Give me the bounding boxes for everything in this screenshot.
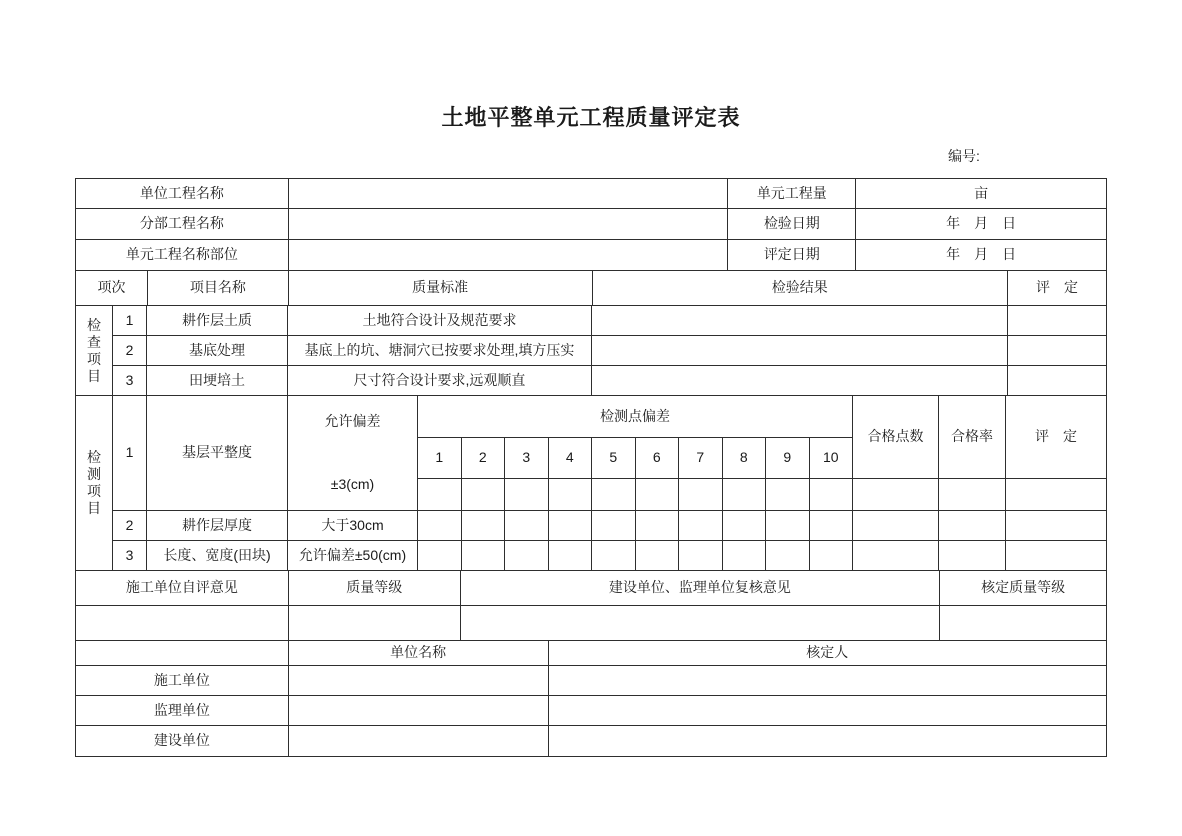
unit-part-name-label: 单元工程名称部位: [76, 240, 289, 271]
info-row-unit-project: [76, 179, 1107, 209]
evaluation-date-value: 年 月 日: [856, 240, 1107, 271]
header-inspection-result: 检验结果: [593, 271, 1009, 306]
deviation-value-cell: [679, 479, 723, 511]
measure-2-standard: 大于30cm: [288, 511, 418, 541]
division-project-name-value: [289, 209, 729, 240]
signature-header-blank: [76, 641, 289, 666]
info-row-unit-part: [76, 240, 1107, 271]
check-row-1: [113, 306, 1107, 336]
unit-project-name-value: [289, 179, 729, 209]
measure-1-allowed-deviation: [288, 396, 418, 511]
quality-grade-value: [289, 606, 461, 641]
document-number-label: 编号:: [948, 148, 980, 164]
check-items-vertical-label: 检查项目: [76, 306, 113, 396]
signature-row-owner: [76, 726, 1107, 757]
construction-unit-name: [289, 666, 549, 696]
measure-1-no: 1: [113, 396, 147, 511]
check-2-standard: 基底上的坑、塘洞穴已按要求处理,填方压实: [288, 336, 592, 366]
point-number: 3: [505, 438, 549, 479]
deviation-value-cell: [810, 479, 854, 511]
check-2-no: 2: [113, 336, 147, 366]
deviation-value-cell: [592, 511, 636, 541]
deviation-value-cell: [636, 511, 680, 541]
quality-grade-label: 质量等级: [289, 571, 461, 606]
review-opinion-label: 建设单位、监理单位复核意见: [461, 571, 941, 606]
deviation-value-cell: [679, 511, 723, 541]
info-row-division-project: [76, 209, 1107, 240]
deviation-value-cell: [766, 541, 810, 571]
point-number: 10: [810, 438, 854, 479]
self-opinion-value: [76, 606, 289, 641]
deviation-value-cell: [636, 541, 680, 571]
deviation-value-cell: [766, 479, 810, 511]
header-index: 项次: [76, 271, 148, 306]
signature-row-supervision: [76, 696, 1107, 726]
deviation-value-cell: [505, 541, 549, 571]
measure-3-standard: 允许偏差±50(cm): [288, 541, 418, 571]
measure-3-values: [418, 541, 853, 571]
signature-header-row: [76, 641, 1107, 666]
check-2-name: 基底处理: [147, 336, 288, 366]
deviation-value-cell: [549, 479, 593, 511]
check-1-name: 耕作层土质: [147, 306, 288, 336]
measure-2-no: 2: [113, 511, 147, 541]
pass-rate-header: 合格率: [939, 396, 1006, 479]
deviation-value-cell: [418, 479, 462, 511]
point-number: 1: [418, 438, 462, 479]
measure-items-vertical-label: 检测项目: [76, 396, 113, 571]
check-3-evaluation: [1008, 366, 1107, 396]
verifier-header: 核定人: [549, 641, 1107, 666]
inspection-date-label: 检验日期: [728, 209, 856, 240]
owner-unit-verifier: [549, 726, 1107, 757]
signature-row-construction: [76, 666, 1107, 696]
check-items-section: [76, 306, 1107, 396]
measure-row-3: [113, 541, 1107, 571]
measure-1-pass-rate: [939, 479, 1006, 511]
evaluation-table: [75, 178, 1107, 757]
check-1-result: [592, 306, 1008, 336]
supervision-unit-name: [289, 696, 549, 726]
check-3-name: 田埂培土: [147, 366, 288, 396]
deviation-value-cell: [505, 511, 549, 541]
deviation-value-cell: [636, 479, 680, 511]
point-number: 4: [549, 438, 593, 479]
header-quality-standard: 质量标准: [289, 271, 593, 306]
point-number: 7: [679, 438, 723, 479]
measure-2-name: 耕作层厚度: [147, 511, 288, 541]
check-3-standard: 尺寸符合设计要求,远观顺直: [288, 366, 592, 396]
review-opinion-value: [461, 606, 941, 641]
deviation-value-cell: [723, 541, 767, 571]
measure-3-pass-rate: [939, 541, 1006, 571]
check-1-standard: 土地符合设计及规范要求: [288, 306, 592, 336]
verified-grade-value: [940, 606, 1107, 641]
measure-2-values: [418, 511, 853, 541]
measure-evaluation-header: 评 定: [1006, 396, 1107, 479]
pass-count-header: 合格点数: [853, 396, 939, 479]
owner-unit-label: 建设单位: [76, 726, 289, 757]
check-1-evaluation: [1008, 306, 1107, 336]
deviation-point-numbers: [418, 438, 853, 479]
construction-unit-verifier: [549, 666, 1107, 696]
deviation-value-cell: [679, 541, 723, 571]
construction-unit-label: 施工单位: [76, 666, 289, 696]
owner-unit-name: [289, 726, 549, 757]
deviation-points-header: 检测点偏差: [418, 396, 853, 438]
header-item-name: 项目名称: [148, 271, 289, 306]
measure-3-evaluation: [1006, 541, 1107, 571]
deviation-value-cell: [723, 479, 767, 511]
supervision-unit-label: 监理单位: [76, 696, 289, 726]
measure-3-name: 长度、宽度(田块): [147, 541, 288, 571]
deviation-value-cell: [592, 541, 636, 571]
header-evaluation: 评 定: [1008, 271, 1107, 306]
measure-1-evaluation: [1006, 479, 1107, 511]
measure-1-name: 基层平整度: [147, 396, 288, 511]
deviation-value-cell: [462, 511, 506, 541]
opinion-header-row: [76, 571, 1107, 606]
point-number: 2: [462, 438, 506, 479]
measure-3-pass-count: [853, 541, 939, 571]
check-3-no: 3: [113, 366, 147, 396]
measure-1-values: [418, 479, 853, 511]
measure-items-section: [76, 396, 1107, 571]
unit-quantity-label: 单元工程量: [728, 179, 856, 209]
deviation-block: [418, 396, 853, 511]
allowed-deviation-value: ±3(cm): [330, 476, 375, 492]
deviation-value-cell: [549, 511, 593, 541]
measure-row-1: [113, 396, 1107, 511]
check-2-result: [592, 336, 1008, 366]
point-number: 6: [636, 438, 680, 479]
opinion-value-row: [76, 606, 1107, 641]
measure-2-evaluation: [1006, 511, 1107, 541]
deviation-value-cell: [505, 479, 549, 511]
allowed-deviation-label: 允许偏差: [324, 412, 381, 429]
measure-2-pass-rate: [939, 511, 1006, 541]
inspection-date-value: 年 月 日: [856, 209, 1107, 240]
unit-project-name-label: 单位工程名称: [76, 179, 289, 209]
deviation-value-cell: [810, 541, 854, 571]
check-row-2: [113, 336, 1107, 366]
deviation-value-cell: [462, 541, 506, 571]
measure-row-2: [113, 511, 1107, 541]
deviation-value-cell: [723, 511, 767, 541]
self-opinion-label: 施工单位自评意见: [76, 571, 289, 606]
deviation-value-cell: [418, 511, 462, 541]
check-3-result: [592, 366, 1008, 396]
unit-name-header: 单位名称: [289, 641, 549, 666]
deviation-value-cell: [592, 479, 636, 511]
page-title: 土地平整单元工程质量评定表: [441, 105, 741, 130]
deviation-value-cell: [766, 511, 810, 541]
evaluation-date-label: 评定日期: [728, 240, 856, 271]
measure-3-no: 3: [113, 541, 147, 571]
verified-grade-label: 核定质量等级: [940, 571, 1107, 606]
deviation-value-cell: [549, 541, 593, 571]
deviation-value-cell: [418, 541, 462, 571]
point-number: 8: [723, 438, 767, 479]
point-number: 5: [592, 438, 636, 479]
measure-2-pass-count: [853, 511, 939, 541]
deviation-value-cell: [462, 479, 506, 511]
unit-part-name-value: [289, 240, 729, 271]
check-1-no: 1: [113, 306, 147, 336]
check-row-3: [113, 366, 1107, 396]
division-project-name-label: 分部工程名称: [76, 209, 289, 240]
unit-quantity-value: 亩: [856, 179, 1107, 209]
point-number: 9: [766, 438, 810, 479]
measure-1-pass-count: [853, 479, 939, 511]
supervision-unit-verifier: [549, 696, 1107, 726]
deviation-value-cell: [810, 511, 854, 541]
check-2-evaluation: [1008, 336, 1107, 366]
table-header-row: [76, 271, 1107, 306]
